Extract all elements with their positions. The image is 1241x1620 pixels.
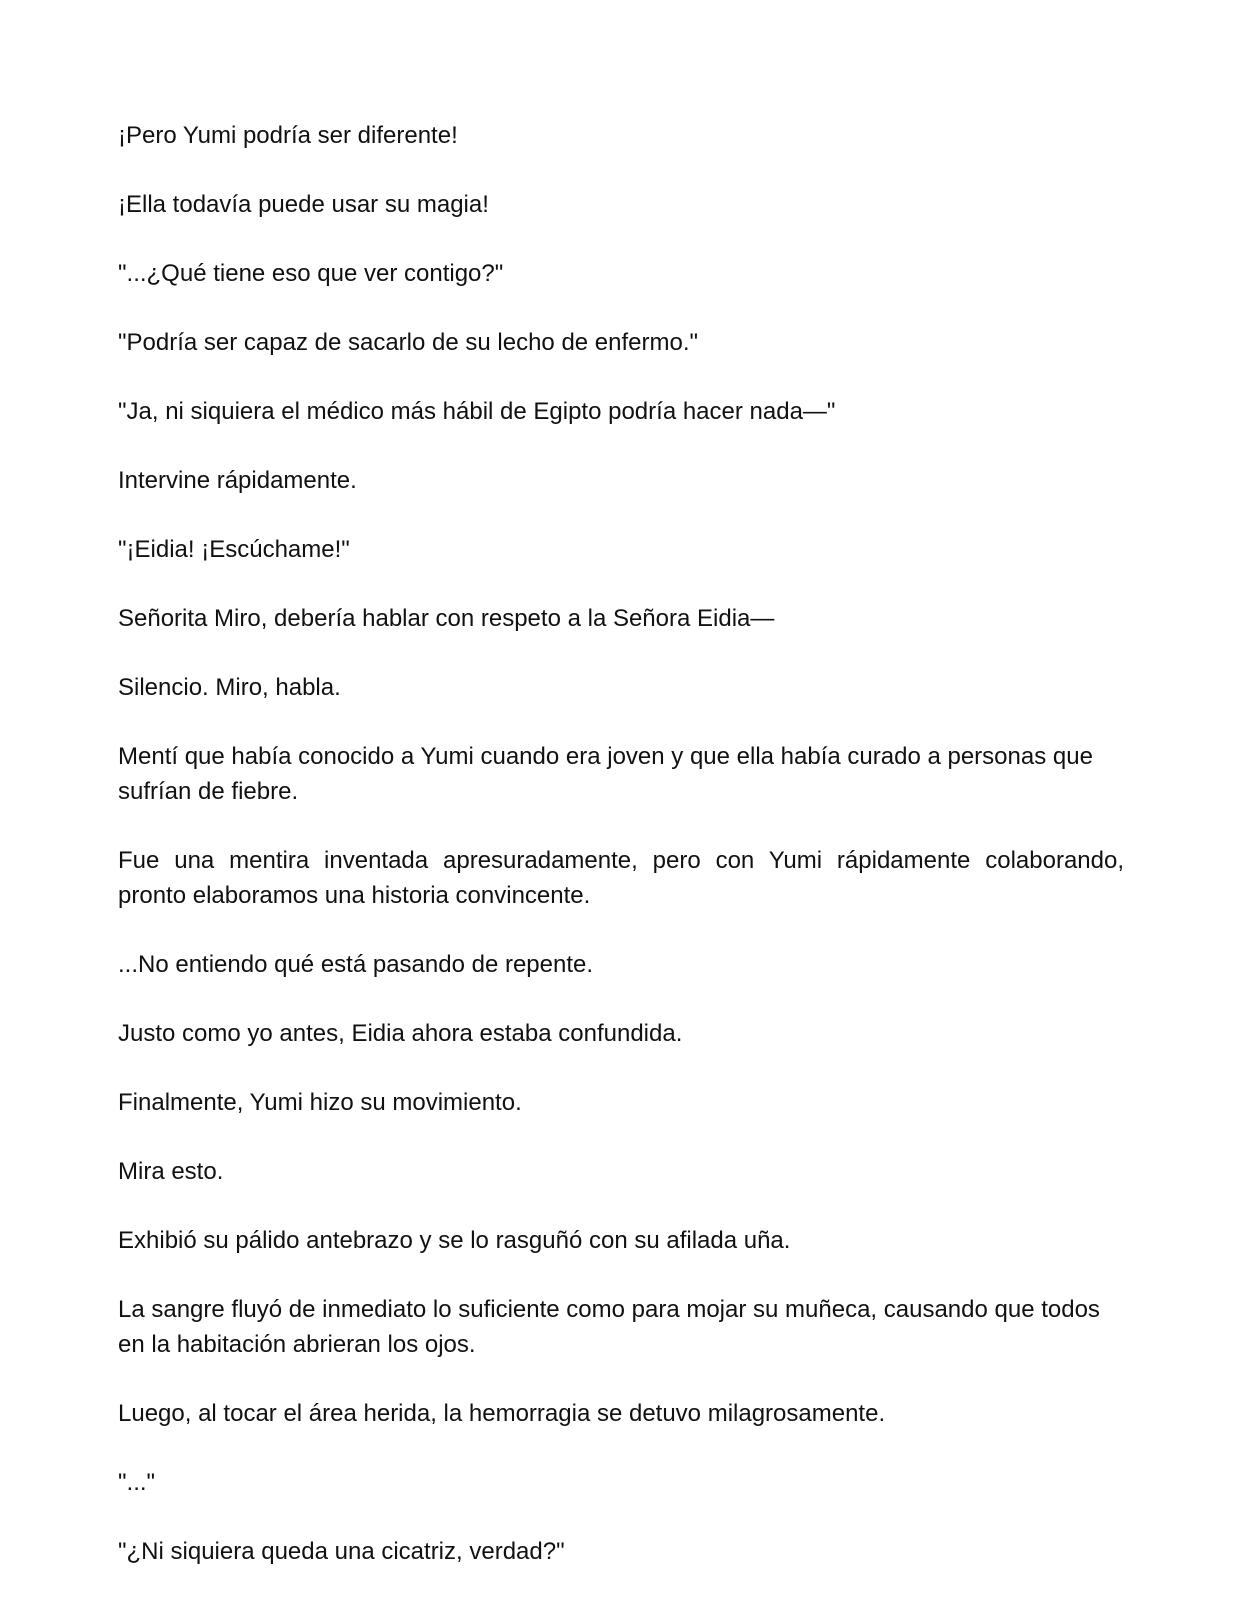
paragraph: "..." [118, 1469, 156, 1496]
paragraph: "...¿Qué tiene eso que ver contigo?" [118, 260, 504, 287]
paragraph: "¡Eidia! ¡Escúchame!" [118, 536, 350, 563]
paragraph: Finalmente, Yumi hizo su movimiento. [118, 1089, 522, 1116]
paragraph: Mira esto. [118, 1158, 224, 1185]
paragraph: ¡Ella todavía puede usar su magia! [118, 191, 489, 218]
paragraph: Luego, al tocar el área herida, la hemorragia se detuvo milagrosamente. [118, 1400, 886, 1427]
paragraph: Intervine rápidamente. [118, 467, 357, 494]
paragraph: Justo como yo antes, Eidia ahora estaba confundida. [118, 1020, 683, 1047]
paragraph: Silencio. Miro, habla. [118, 674, 341, 701]
paragraph: Fue una mentira inventada apresuradamente, pero con Yumi rápidamente colaborando, pronto elaboramos una historia convincente. [118, 847, 1124, 909]
paragraph: ...No entiendo qué está pasando de repente. [118, 951, 594, 978]
paragraph: Señorita Miro, debería hablar con respeto a la Señora Eidia— [118, 605, 775, 632]
paragraph: La sangre fluyó de inmediato lo suficiente como para mojar su muñeca, causando que todos en la habitación abrieran los ojos. [118, 1296, 1100, 1358]
paragraph: "Podría ser capaz de sacarlo de su lecho de enfermo." [118, 329, 699, 356]
paragraph: ¡Pero Yumi podría ser diferente! [118, 122, 458, 149]
paragraph: "¿Ni siquiera queda una cicatriz, verdad?" [118, 1538, 565, 1565]
paragraph: "Ja, ni siquiera el médico más hábil de Egipto podría hacer nada—" [118, 398, 836, 425]
paragraph: Exhibió su pálido antebrazo y se lo rasguñó con su afilada uña. [118, 1227, 791, 1254]
document-body [118, 118, 1124, 1603]
paragraph: Mentí que había conocido a Yumi cuando era joven y que ella había curado a personas que sufrían de fiebre. [118, 743, 1093, 805]
